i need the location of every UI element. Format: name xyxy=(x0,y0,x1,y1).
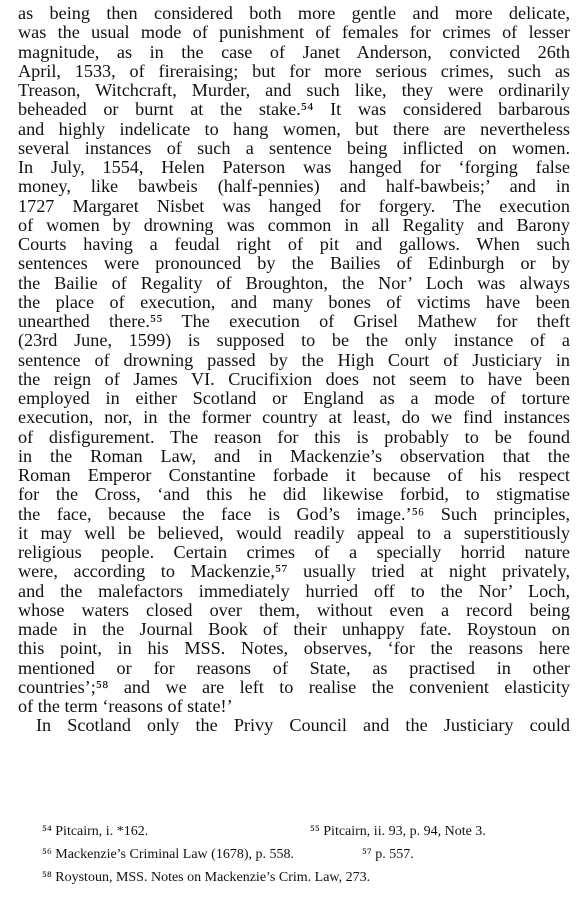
text-line: as being then considered both more gentle and more delicate, xyxy=(18,3,570,23)
footnote-54: ⁵⁴ Pitcairn, i. *162. xyxy=(42,824,149,839)
text-line: were, according to Mackenzie,⁵⁷ usually tried at night privately, xyxy=(18,561,570,582)
text-line: money, like bawbeis (half-pennies) and half-bawbeis;’ and in xyxy=(18,176,570,197)
paragraph-start-line: In Scotland only the Privy Council and the Justiciary could xyxy=(36,715,570,736)
text-line: Treason, Witchcraft, Murder, and such like, they were ordinarily xyxy=(18,80,570,100)
footnotes xyxy=(42,820,562,889)
text-line: sentences were pronounced by the Bailies of Edinburgh or by xyxy=(18,253,570,274)
body-text xyxy=(18,4,570,736)
text-line: execution, nor, in the former country at least, do we find instances xyxy=(18,407,570,428)
text-line: this point, in his MSS. Notes, observes, ‘for the reasons here xyxy=(18,638,570,659)
text-line: of disfigurement. The reason for this is probably to be found xyxy=(18,426,570,447)
text-line: beheaded or burnt at the stake.⁵⁴ It was considered barbarous xyxy=(18,99,570,120)
text-line: sentence of drowning passed by the High Court of Justiciary in xyxy=(18,349,570,370)
text-line: several instances of such a sentence being inflicted on women. xyxy=(18,137,570,158)
text-line: April, 1533, of fireraising; but for more serious crimes, such as xyxy=(18,60,570,81)
footnote-55: ⁵⁵ Pitcairn, ii. 93, p. 94, Note 3. xyxy=(310,824,486,839)
text-line: (23rd June, 1599) is supposed to be the only instance of a xyxy=(18,330,570,351)
text-line: Courts having a feudal right of pit and gallows. When such xyxy=(18,234,570,254)
book-page xyxy=(18,4,570,736)
text-line: the place of execution, and many bones of victims have been xyxy=(18,291,570,312)
text-line: countries’;⁵⁸ and we are left to realise the convenient elasticity xyxy=(18,676,570,697)
text-line: 1727 Margaret Nisbet was hanged for forgery. The execution xyxy=(18,195,570,216)
footnote-row xyxy=(42,843,562,866)
footnote-57: ⁵⁷ p. 557. xyxy=(362,847,414,862)
text-line: in the Roman Law, and in Mackenzie’s observation that the xyxy=(18,445,570,466)
text-line: the reign of James VI. Crucifixion does not seem to have been xyxy=(18,368,570,389)
footnote-row xyxy=(42,820,562,843)
text-line: for the Cross, ‘and this he did likewise forbid, to stigmatise xyxy=(18,484,570,505)
text-line: the Bailie of Regality of Broughton, the Nor’ Loch was always xyxy=(18,272,570,293)
text-line: magnitude, as in the case of Janet Anderson, convicted 26th xyxy=(18,41,570,62)
text-line: and the malefactors immediately hurried off to the Nor’ Loch, xyxy=(18,580,570,601)
text-line: religious people. Certain crimes of a specially horrid nature xyxy=(18,542,570,562)
footnote-row xyxy=(42,866,562,889)
text-line: the face, because the face is God’s image.’⁵⁶ Such principles, xyxy=(18,503,570,524)
footnote-56: ⁵⁶ Mackenzie’s Criminal Law (1678), p. 558. xyxy=(42,847,294,862)
text-line: Roman Emperor Constantine forbade it because of his respect xyxy=(18,465,570,485)
text-line: In July, 1554, Helen Paterson was hanged for ‘forging false xyxy=(18,157,570,177)
text-line: mentioned or for reasons of State, as practised in other xyxy=(18,657,570,678)
footnote-58: ⁵⁸ Roystoun, MSS. Notes on Mackenzie’s Crim. Law, 273. xyxy=(42,870,371,885)
text-line: was the usual mode of punishment of females for crimes of lesser xyxy=(18,22,570,43)
paragraph-end-line: of the term ‘reasons of state!’ xyxy=(18,696,233,716)
text-line: made in the Journal Book of their unhappy fate. Roystoun on xyxy=(18,619,570,639)
text-line: it may well be believed, would readily appeal to a superstitiously xyxy=(18,522,570,543)
text-line: of women by drowning was common in all Regality and Barony xyxy=(18,214,570,235)
text-line: and highly indelicate to hang women, but there are nevertheless xyxy=(18,118,570,139)
text-line: unearthed there.⁵⁵ The execution of Grisel Mathew for theft xyxy=(18,311,570,331)
text-line: whose waters closed over them, without even a record being xyxy=(18,599,570,620)
text-line: employed in either Scotland or England as a mode of torture xyxy=(18,388,570,408)
